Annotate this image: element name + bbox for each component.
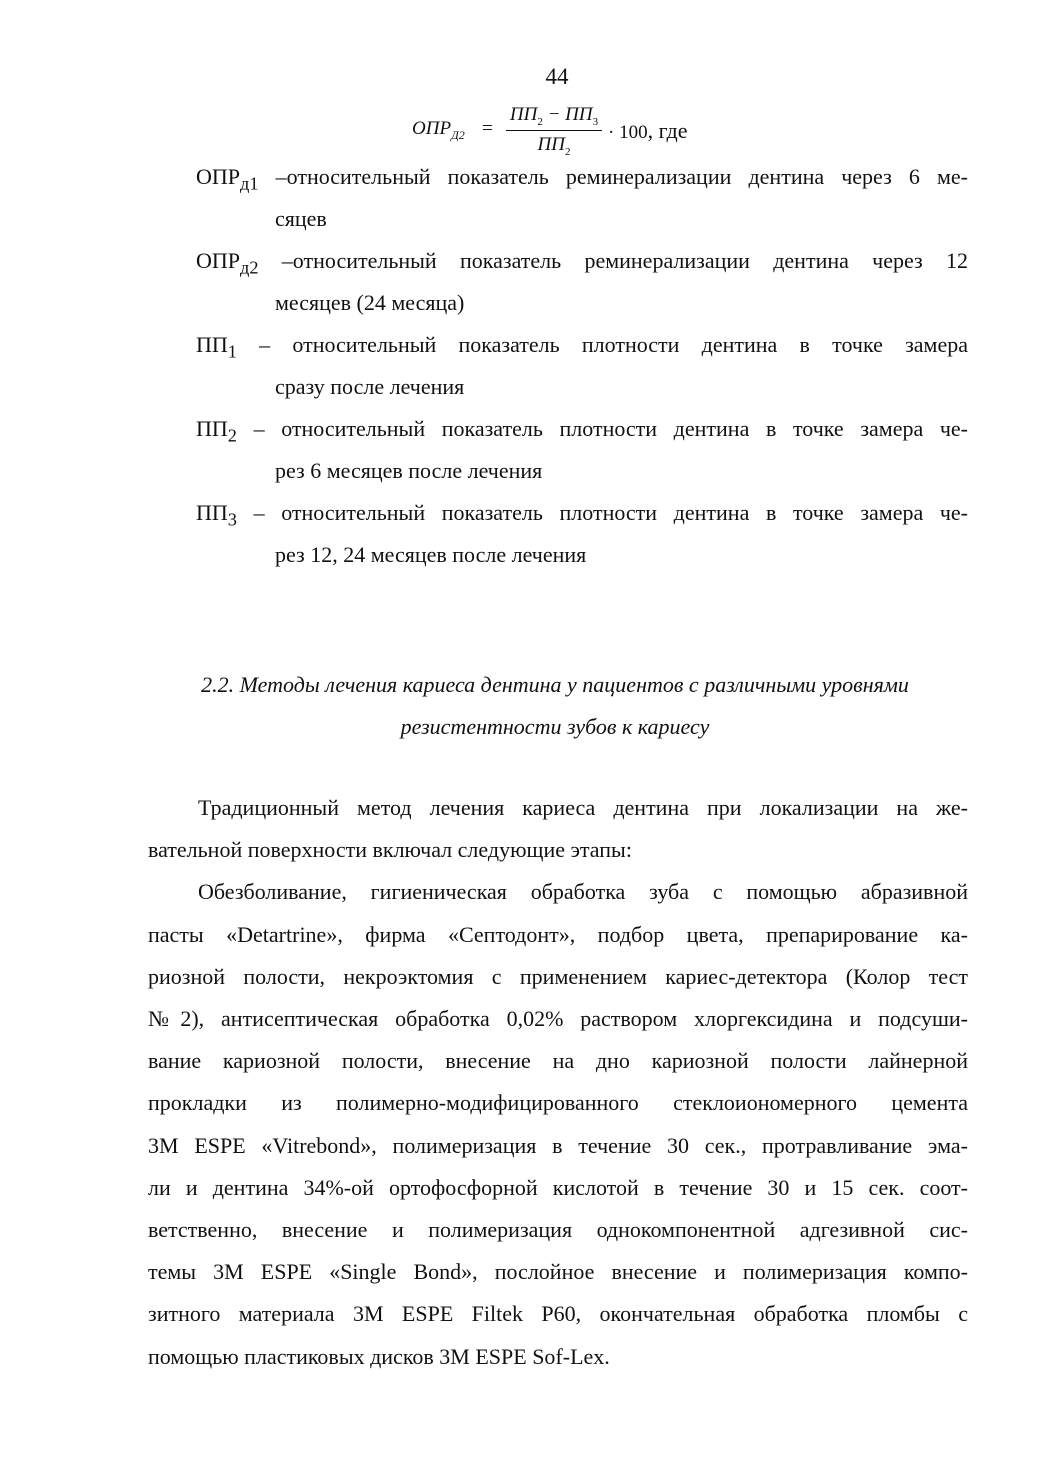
text-line: Традиционный метод лечения кариеса дентина при локализации на же- — [198, 795, 968, 820]
text-line: помощью пластиковых дисков 3M ESPE Sof-Lex. — [148, 1343, 610, 1369]
definition-continuation: месяцев (24 месяца) — [275, 290, 465, 315]
text-line: пасты «Detartrine», фирма «Септодонт», подбор цвета, препарирование ка- — [148, 921, 968, 947]
formula-opr-d2 — [412, 104, 742, 164]
definition-item — [196, 408, 968, 492]
definition-line: $ПП_2$ – относительный показатель плотности дентина в точке замера че- — [196, 416, 968, 446]
definition-item — [196, 240, 968, 324]
heading-line: 2.2. Методы лечения кариеса дентина у пациентов с различными уровнями — [201, 672, 909, 697]
paragraph — [148, 787, 968, 871]
text-line: №2), антисептическая обработка 0,02% раствором хлоргексидина и подсуши- — [148, 1006, 968, 1032]
text-line: ветственно, внесение и полимеризация однокомпонентной адгезивной сис- — [148, 1217, 968, 1243]
text-line: вательной поверхности включал следующие этапы: — [148, 837, 632, 863]
definition-continuation: сразу после лечения — [275, 374, 465, 399]
fraction-bar — [506, 130, 602, 131]
formula-tail: · 100, где — [608, 118, 688, 143]
paragraph — [148, 871, 968, 1377]
definition-line: $ПП_3$ – относительный показатель плотности дентина в точке замера че- — [196, 500, 968, 530]
definition-item — [196, 492, 968, 576]
definition-continuation: сяцев — [275, 206, 327, 231]
formula-denominator: $ПП_2$ — [537, 134, 571, 158]
definition-line: $ОПР_{д2}$ –относительный показатель реминерализации дентина через 12 — [196, 248, 968, 278]
text-line: зитного материала 3M ESPE Filtek P60, окончательная обработка пломбы с — [148, 1301, 968, 1327]
section-heading — [140, 664, 970, 748]
heading-line: резистентности зубов к кариесу — [400, 714, 710, 739]
formula-lhs: $ОПР_{Д2}$ — [412, 118, 465, 142]
page-number: 44 — [545, 64, 569, 89]
definition-item — [196, 324, 968, 408]
definition-continuation: рез 12, 24 месяцев после лечения — [275, 542, 587, 567]
definitions-list — [196, 156, 968, 576]
definition-line: $ОПР_{д1}$ –относительный показатель реминерализации дентина через 6 ме- — [196, 164, 968, 194]
text-line: прокладки из полимерно-модифицированного стеклоиономерного цемента — [148, 1090, 968, 1116]
body-text — [148, 787, 968, 1378]
text-line: вание кариозной полости, внесение на дно кариозной полости лайнерной — [148, 1048, 968, 1074]
text-line: ли и дентина 34%-ой ортофосфорной кислотой в течение 30 и 15 сек. соот- — [148, 1174, 968, 1200]
definition-continuation: рез 6 месяцев после лечения — [275, 458, 543, 483]
definition-line: $ПП_1$ – относительный показатель плотности дентина в точке замера — [196, 332, 968, 362]
text-line: темы 3M ESPE «Single Bond», послойное внесение и полимеризация компо- — [148, 1259, 968, 1285]
definition-item — [196, 156, 968, 240]
formula-equals: = — [482, 118, 493, 139]
text-line: Обезболивание, гигиеническая обработка зуба с помощью абразивной — [198, 879, 968, 905]
text-line: 3M ESPE «Vitrebond», полимеризация в течение 30 сек., протравливание эма- — [148, 1132, 968, 1158]
text-line: риозной полости, некроэктомия с применением кариес-детектора (Колор тест — [148, 963, 968, 989]
formula-numerator: $ПП_2 - ПП_3$ — [509, 104, 599, 128]
